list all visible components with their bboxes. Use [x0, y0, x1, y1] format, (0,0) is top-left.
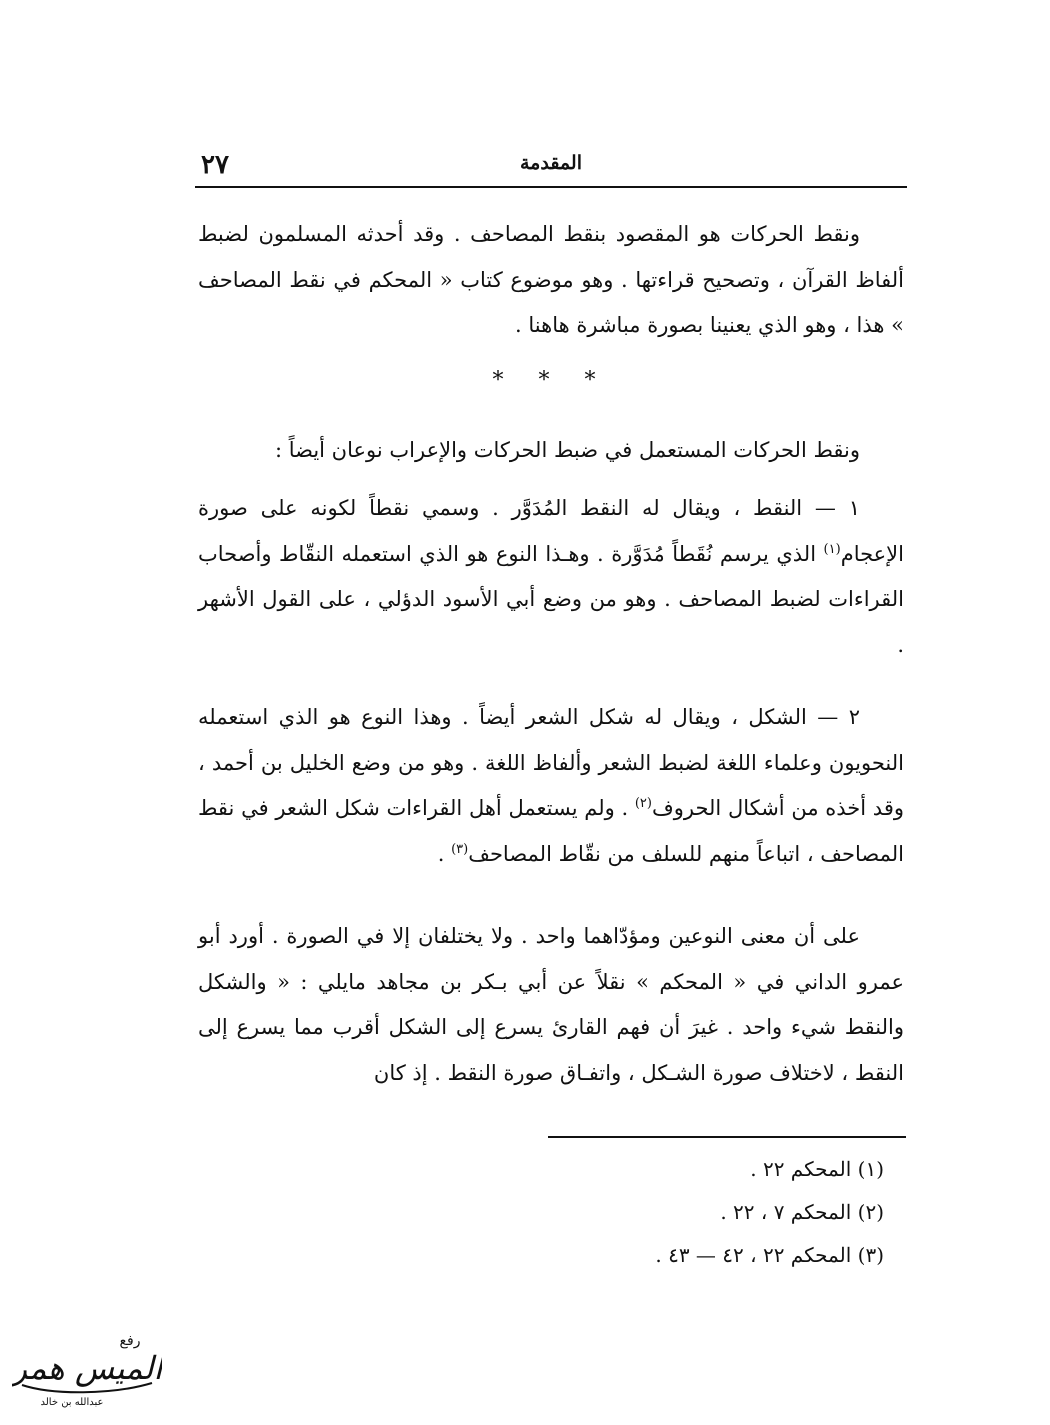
paragraph-2 — [198, 428, 904, 474]
section-separator-stars: * * * — [492, 368, 610, 393]
footnote-ref-1: (١) — [823, 541, 841, 557]
paragraph-1-text: ونقط الحركات هو المقصود بنقط المصاحف . وقد أحدثه المسلمون لضبط ألفاظ القرآن ، وتصحيح قراءتها . وهو موضوع كتاب « المحكم في نقط المصاحف » هذا ، وهو الذي يعنينا بصورة مباشرة هاهنا . — [198, 222, 904, 337]
paragraph-4-part-c: . — [437, 841, 452, 866]
calligraphy-stamp — [12, 1325, 162, 1411]
paragraph-1 — [198, 212, 904, 349]
footnote-1: (١) المحكم ٢٢ . — [750, 1157, 884, 1181]
paragraph-4-part-b: . ولم يستعمل أهل القراءات شكل الشعر في نقط المصاحف ، اتباعاً منهم للسلف من نقّاط المصاحف — [198, 796, 904, 866]
paragraph-4-text — [198, 695, 904, 877]
footnote-ref-2: (٢) — [634, 796, 652, 811]
page-title: المقدمة — [519, 152, 582, 174]
footnote-separator — [548, 1136, 906, 1138]
paragraph-4-part-a: ٢ — الشكل ، ويقال له شكل الشعر أيضاً . وهذا النوع هو الذي استعمله النحويون وعلماء اللغة لضبط الشعر وألفاظ اللغة . وهو من وضع الخليل بن أحمد ، وقد أخذه من أشكال الحروف — [198, 705, 904, 820]
stamp-bottom-text: عبدالله بن خالد — [40, 1397, 104, 1408]
paragraph-5 — [198, 914, 904, 1096]
paragraph-3 — [198, 486, 904, 668]
page-header — [195, 148, 907, 188]
footnote-3: (٣) المحكم ٢٢ ، ٤٢ — ٤٣ . — [655, 1243, 884, 1267]
paragraph-3-text — [198, 486, 904, 668]
paragraph-3-part-a: ١ — النقط ، ويقال له النقط المُدَوَّر . وسمي نقطاً لكونه على صورة الإعجام — [198, 496, 904, 566]
footnote-ref-3: (٣) — [451, 841, 469, 857]
paragraph-5-text: على أن معنى النوعين ومؤدّاهما واحد . ولا يختلفان إلا في الصورة . أورد أبو عمرو الداني في « المحكم » نقلاً عن أبي بـكر بن مجاهد مايلي : « والشكل والنقط شيء واحد . غيرَ أن فهم القارئ يسرع إلى الشكل أقرب مما يسرع إلى النقط ، لاختلاف صورة الشـكل ، واتفـاق صورة النقط . إذ كان — [198, 924, 904, 1085]
stamp-top-text: رفع — [119, 1333, 141, 1349]
footnotes — [500, 1148, 884, 1277]
paragraph-3-part-b: الذي يرسم نُقَطاً مُدَوَّرة . وهـذا النوع هو الذي استعمله النقّاط وأصحاب القراءات لضبط المصاحف . وهو من وضع أبي الأسود الدؤلي ، على القول الأشهر . — [198, 541, 904, 657]
stamp-main-text: الميس همر — [12, 1349, 162, 1387]
paragraph-4 — [198, 695, 904, 877]
calligraphy-stamp-graphic — [12, 1325, 162, 1411]
page-number: ٢٧ — [201, 150, 229, 180]
footnote-2: (٢) المحكم ٧ ، ٢٢ . — [720, 1200, 884, 1224]
paragraph-2-text: ونقط الحركات المستعمل في ضبط الحركات والإعراب نوعان أيضاً : — [274, 438, 860, 462]
